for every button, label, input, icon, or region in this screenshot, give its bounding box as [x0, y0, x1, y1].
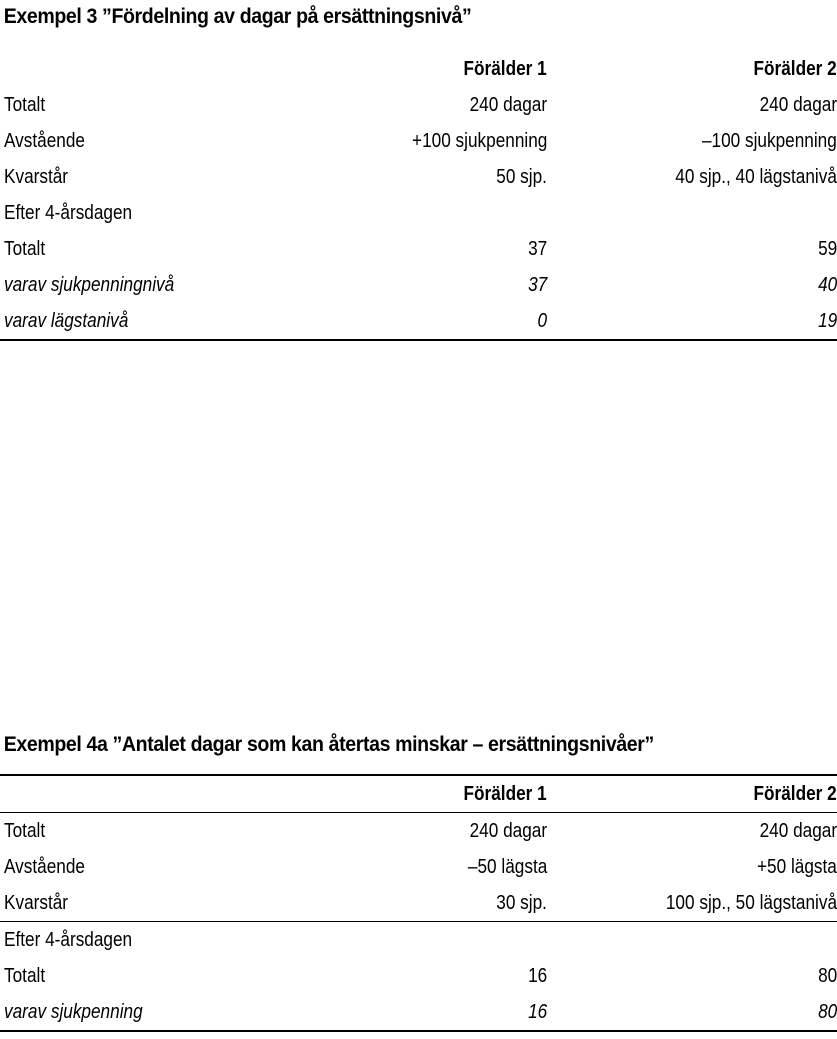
table-row: [0, 159, 837, 195]
row-value-parent-1: 240 dagar: [469, 93, 547, 116]
row-value-parent-2: [547, 195, 837, 231]
table-row: [0, 813, 837, 850]
example-4a-table: [0, 774, 837, 1032]
row-label: varav lägstanivå: [0, 303, 264, 340]
row-value-parent-1: 37: [527, 237, 547, 260]
example-4a-section: [0, 728, 837, 1032]
row-value-parent-2: 80: [817, 964, 837, 987]
header-parent-1: Förälder 1: [264, 775, 547, 813]
table-row: [0, 123, 837, 159]
row-value-parent-2: –100 sjukpenning: [702, 129, 837, 152]
table-row: [0, 994, 837, 1031]
table-row: [0, 87, 837, 123]
row-label: Efter 4-årsdagen: [0, 922, 264, 959]
row-value-parent-2: [547, 922, 837, 959]
table-row: [0, 885, 837, 922]
row-value-parent-1: 30 sjp.: [496, 891, 547, 914]
header-parent-2: Förälder 2: [547, 775, 837, 813]
table-row: [0, 303, 837, 340]
row-value-parent-2: 19: [547, 303, 837, 340]
row-value-parent-2: 240 dagar: [759, 819, 837, 842]
example-4a-title: Exempel 4a ”Antalet dagar som kan återtas minskar – ersättningsnivåer”: [3, 733, 654, 756]
row-value-parent-2: 59: [817, 237, 837, 260]
row-label: Totalt: [4, 819, 46, 842]
table-header-row: [0, 775, 837, 813]
table-row: [0, 195, 837, 231]
row-value-parent-1: 240 dagar: [469, 819, 547, 842]
row-value-parent-1: 16: [527, 964, 547, 987]
row-value-parent-2: 100 sjp., 50 lägstanivå: [665, 891, 837, 914]
row-label: Totalt: [4, 93, 46, 116]
table-row: [0, 231, 837, 267]
row-value-parent-1: [264, 922, 547, 959]
header-parent-1: Förälder 1: [463, 57, 547, 80]
row-value-parent-2: 40 sjp., 40 lägstanivå: [675, 165, 837, 188]
header-label-cell: [0, 51, 264, 87]
table-row: [0, 267, 837, 303]
row-value-parent-1: +100 sjukpenning: [411, 129, 547, 152]
row-label: Kvarstår: [4, 891, 69, 914]
row-value-parent-1: 0: [264, 303, 547, 340]
row-value-parent-1: [264, 195, 547, 231]
table-row: [0, 958, 837, 994]
example-3-title: Exempel 3 ”Fördelning av dagar på ersättningsnivå”: [3, 5, 472, 28]
row-value-parent-1: 37: [527, 273, 547, 296]
row-label: Avstående: [4, 855, 85, 878]
row-label: Avstående: [4, 129, 85, 152]
row-value-parent-2: +50 lägsta: [757, 855, 837, 878]
row-label: Efter 4-årsdagen: [4, 201, 133, 224]
header-label-cell: [0, 775, 264, 813]
row-value-parent-2: 80: [547, 994, 837, 1031]
table-header-row: [0, 51, 837, 87]
row-label: varav sjukpenning: [0, 994, 264, 1031]
row-label: Kvarstår: [4, 165, 69, 188]
table-row: [0, 922, 837, 959]
row-value-parent-2: 240 dagar: [759, 93, 837, 116]
row-value-parent-1: 50 sjp.: [496, 165, 547, 188]
example-3-section: [0, 0, 837, 341]
row-value-parent-1: 16: [264, 994, 547, 1031]
row-label: Totalt: [4, 237, 46, 260]
table-row: [0, 849, 837, 885]
row-label: Totalt: [4, 964, 46, 987]
example-3-table: [0, 51, 837, 341]
row-value-parent-2: 40: [817, 273, 837, 296]
header-parent-2: Förälder 2: [753, 57, 837, 80]
row-label: varav sjukpenningnivå: [4, 273, 175, 296]
row-value-parent-1: –50 lägsta: [467, 855, 547, 878]
